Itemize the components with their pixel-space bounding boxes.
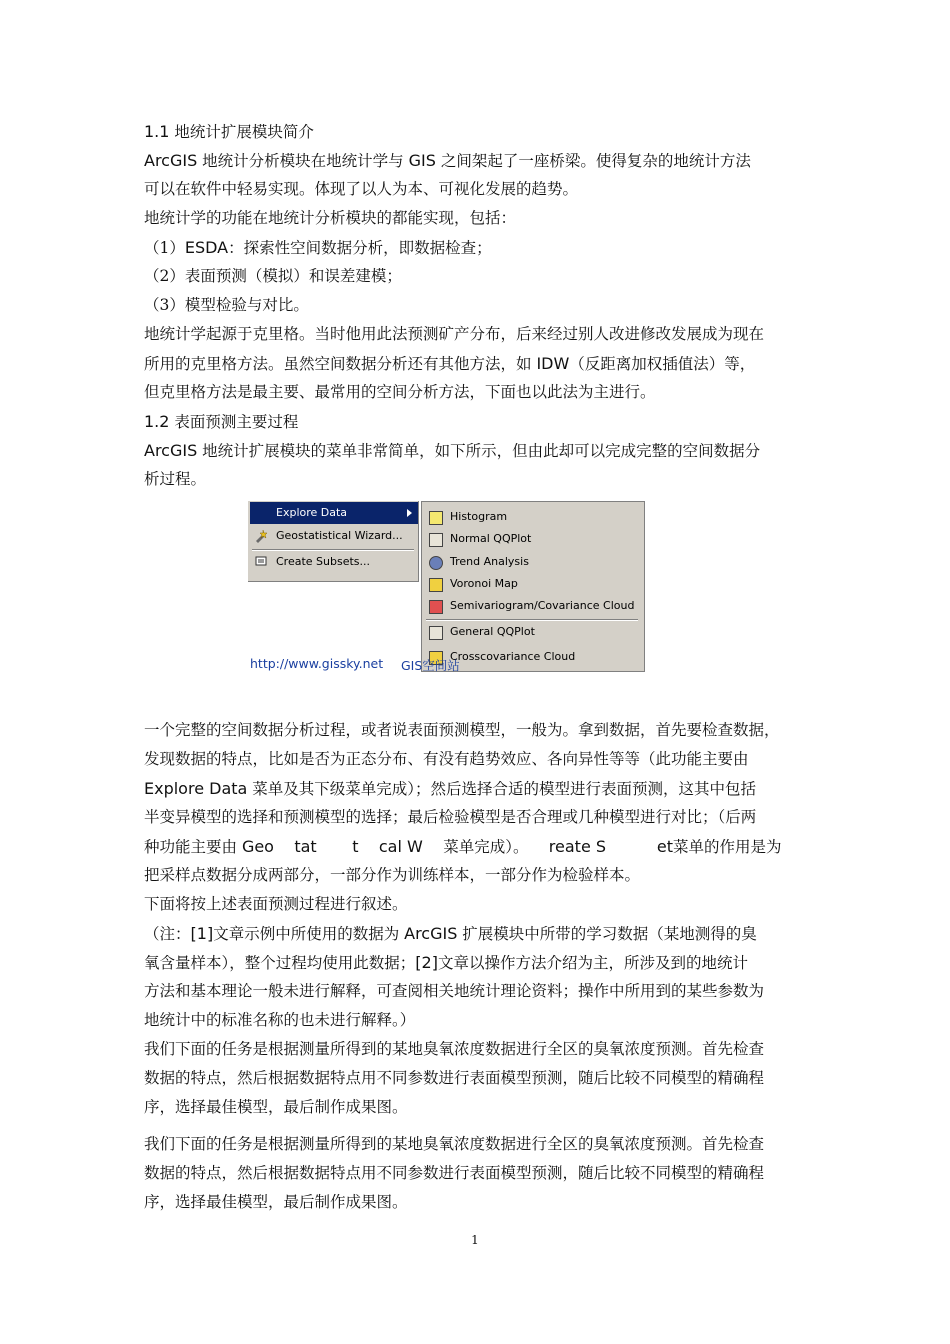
menu-item-general-qqplot[interactable]: General QQPlot [424, 621, 642, 643]
list-item: （2）表面预测（模拟）和误差建模； [144, 267, 402, 285]
menu-item-geostatistical-wizard[interactable]: Geostatistical Wizard... [250, 525, 418, 547]
paragraph-line: 数据的特点，然后根据数据特点用不同参数进行表面模型预测，随后比较不同模型的精确程 [144, 1069, 765, 1087]
paragraph-line: 可以在软件中轻易实现。体现了以人为本、可视化发展的趋势。 [144, 180, 579, 198]
paragraph-line: ArcGIS 地统计分析模块在地统计学与 GIS 之间架起了一座桥梁。使得复杂的地统计方法 [144, 151, 751, 170]
qqplot-icon [429, 626, 443, 640]
paragraph-line: 析过程。 [144, 470, 207, 488]
paragraph-line: 一个完整的空间数据分析过程，或者说表面预测模型，一般为。拿到数据，首先要检查数据， [144, 721, 780, 739]
menu-item-voronoi-map[interactable]: Voronoi Map [424, 573, 642, 595]
paragraph-line: 半变异模型的选择和预测模型的选择；最后检验模型是否合理或几种模型进行对比；（后两 [144, 808, 757, 826]
paragraph-line: 方法和基本理论一般未进行解释，可查阅相关地统计理论资料；操作中所用到的某些参数为 [144, 982, 765, 1000]
paragraph-line: 序，选择最佳模型，最后制作成果图。 [144, 1098, 408, 1116]
menu-item-histogram[interactable]: Histogram [424, 506, 642, 528]
submenu-arrow-icon [407, 509, 412, 517]
histogram-icon [429, 511, 443, 525]
explore-data-submenu [421, 501, 645, 672]
qqplot-icon [429, 533, 443, 547]
menu-item-trend-analysis[interactable]: Trend Analysis [424, 551, 642, 573]
wizard-icon [254, 529, 270, 543]
paragraph-line: 地统计学起源于克里格。当时他用此法预测矿产分布，后来经过别人改进修改发展成为现在 [144, 325, 765, 343]
menu-item-normal-qqplot[interactable]: Normal QQPlot [424, 528, 642, 550]
paragraph-line: Explore Data 菜单及其下级菜单完成）；然后选择合适的模型进行表面预测，这其中包括 [144, 779, 757, 798]
section-1 [144, 117, 812, 494]
paragraph-line: 但克里格方法是最主要、最常用的空间分析方法，下面也以此法为主进行。 [144, 383, 656, 401]
menu-item-crosscovariance-cloud[interactable]: Crosscovariance Cloud [424, 646, 642, 668]
subsets-icon [254, 555, 270, 569]
body-text [144, 716, 812, 1217]
paragraph-line: 数据的特点，然后根据数据特点用不同参数进行表面模型预测，随后比较不同模型的精确程 [144, 1164, 765, 1182]
paragraph-line: 地统计学的功能在地统计分析模块的都能实现，包括： [144, 209, 517, 227]
menu-screenshot [247, 500, 645, 672]
paragraph-line: 我们下面的任务是根据测量所得到的某地臭氧浓度数据进行全区的臭氧浓度预测。首先检查 [144, 1135, 765, 1153]
menu-item-create-subsets[interactable]: Create Subsets... [250, 551, 418, 573]
trend-globe-icon [429, 556, 443, 570]
paragraph-line: （注：[1]文章示例中所使用的数据为 ArcGIS 扩展模块中所带的学习数据（某地测得的臭 [144, 924, 757, 943]
section-1-heading: 1.1 地统计扩展模块简介 [144, 122, 314, 141]
voronoi-icon [429, 578, 443, 592]
paragraph-line: 氧含量样本），整个过程均使用此数据；[2]文章以操作方法介绍为主，所涉及到的地统计 [144, 953, 748, 972]
paragraph-line: 所用的克里格方法。虽然空间数据分析还有其他方法，如 IDW（反距离加权插值法）等， [144, 354, 756, 373]
list-item: （3）模型检验与对比。 [144, 296, 309, 314]
watermark-site: GIS空间站 [401, 658, 460, 673]
paragraph-line: 下面将按上述表面预测过程进行叙述。 [144, 895, 408, 913]
geostatistical-menu [248, 501, 419, 582]
semivariogram-icon [429, 600, 443, 614]
paragraph-line: 种功能主要由 Geo tat t cal W 菜单完成）。 reate S et菜单的作用是为 [144, 837, 782, 856]
paragraph-line: 我们下面的任务是根据测量所得到的某地臭氧浓度数据进行全区的臭氧浓度预测。首先检查 [144, 1040, 765, 1058]
section-2-heading: 1.2 表面预测主要过程 [144, 412, 299, 431]
paragraph-line: 序，选择最佳模型，最后制作成果图。 [144, 1193, 408, 1211]
paragraph-line: 把采样点数据分成两部分，一部分作为训练样本，一部分作为检验样本。 [144, 866, 641, 884]
list-item: （1）ESDA：探索性空间数据分析，即数据检查； [144, 238, 492, 257]
menu-item-explore-data[interactable]: Explore Data [250, 502, 418, 524]
page-number: 1 [471, 1233, 479, 1247]
paragraph-line: ArcGIS 地统计扩展模块的菜单非常简单，如下所示，但由此却可以完成完整的空间数据分 [144, 441, 761, 460]
menu-item-semivariogram-cloud[interactable]: Semivariogram/Covariance Cloud [424, 595, 642, 617]
paragraph-line: 地统计中的标准名称的也未进行解释。） [144, 1011, 416, 1029]
paragraph-line: 发现数据的特点，比如是否为正态分布、有没有趋势效应、各向异性等等（此功能主要由 [144, 750, 749, 768]
watermark-url: http://www.gissky.net [250, 656, 384, 671]
